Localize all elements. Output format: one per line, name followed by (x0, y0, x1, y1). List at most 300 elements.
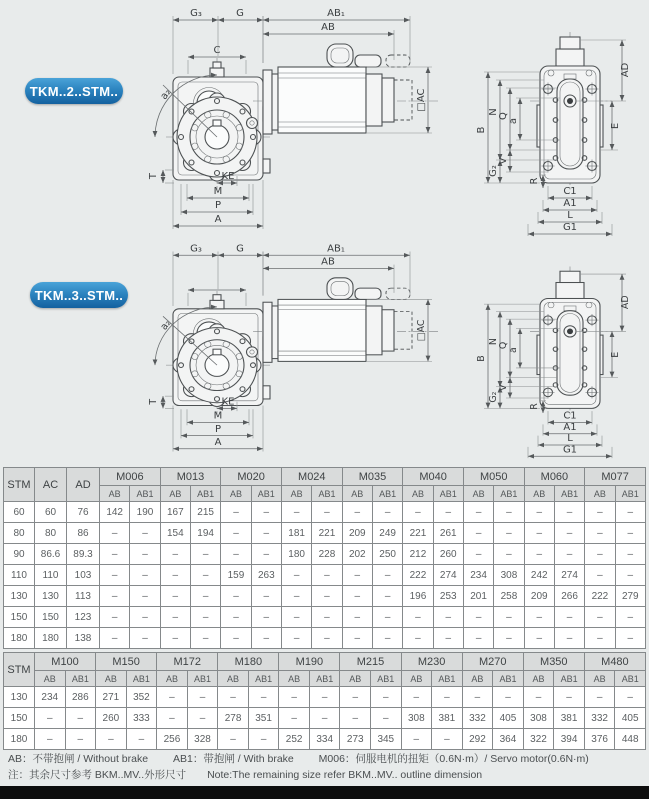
dim-cell: – (403, 502, 433, 523)
row-header: 180 (4, 628, 35, 649)
dim-cell: – (130, 607, 160, 628)
dim-cell: 194 (190, 523, 220, 544)
dim-cell: – (524, 607, 554, 628)
dim-label-g2: G₂ (488, 165, 499, 177)
motor-group-header-m480: M480 (584, 653, 645, 671)
sub-header-m024-ab: AB (281, 486, 311, 502)
dim-cell: 180 (281, 544, 311, 565)
row-header: 110 (4, 565, 35, 586)
dim-label-a-small: a (508, 117, 519, 125)
dim-cell: – (130, 544, 160, 565)
dim-label-a1: A1 (563, 198, 577, 209)
dim-cell: – (190, 565, 220, 586)
dim-label-e: E (610, 122, 621, 130)
row-header: 110 (35, 565, 67, 586)
dim-cell: – (371, 687, 402, 708)
motor-group-header-m024: M024 (281, 468, 342, 486)
footnotes (8, 751, 643, 783)
dim-cell: 286 (65, 687, 96, 708)
dim-cell: – (279, 708, 310, 729)
dim-cell: – (100, 544, 130, 565)
row-header: 130 (4, 586, 35, 607)
dim-cell: – (554, 628, 584, 649)
dim-cell: 154 (160, 523, 190, 544)
dim-cell: – (281, 502, 311, 523)
dim-label-v: V (498, 157, 509, 165)
dim-cell: 159 (221, 565, 251, 586)
sub-header-m077-ab: AB (585, 486, 615, 502)
dim-label-a: A (214, 214, 222, 225)
dim-label-q: Q (497, 341, 510, 350)
dim-cell: – (342, 628, 372, 649)
dim-cell: – (281, 628, 311, 649)
sub-header-m040-ab1: AB1 (433, 486, 463, 502)
table-row-stm-180 (4, 729, 646, 750)
dim-cell: – (401, 687, 432, 708)
dim-cell: 266 (554, 586, 584, 607)
dim-cell: – (157, 687, 188, 708)
gearbox-end-view (530, 32, 612, 190)
dim-cell: – (35, 708, 66, 729)
dim-label-ke: KE (221, 396, 235, 408)
dim-cell: 448 (615, 729, 646, 750)
dim-cell: 308 (523, 708, 554, 729)
dim-cell: – (312, 565, 342, 586)
dim-cell: – (100, 628, 130, 649)
dim-cell: 322 (523, 729, 554, 750)
dim-cell: – (130, 565, 160, 586)
dim-cell: 142 (100, 502, 130, 523)
dim-cell: 222 (585, 586, 615, 607)
sub-header-m020-ab1: AB1 (251, 486, 281, 502)
dim-cell: 263 (251, 565, 281, 586)
motor-group-header-m006: M006 (100, 468, 161, 486)
dim-cell: 292 (462, 729, 493, 750)
table-row-stm-150 (4, 607, 646, 628)
dim-cell: – (463, 628, 493, 649)
dim-cell: 328 (187, 729, 218, 750)
dim-label-b: B (475, 355, 488, 362)
dim-label-b: B (476, 126, 487, 134)
dim-label-n: N (488, 108, 499, 116)
dim-cell: – (130, 586, 160, 607)
dim-cell: – (494, 607, 524, 628)
motor-group-header-m040: M040 (403, 468, 464, 486)
dim-label-t: T (147, 398, 160, 405)
dim-cell: – (221, 628, 251, 649)
dim-label-n: N (487, 338, 500, 346)
dim-cell: – (281, 607, 311, 628)
sub-header-m172-ab1: AB1 (187, 671, 218, 687)
motor-group-header-m050: M050 (463, 468, 524, 486)
dim-cell: – (312, 502, 342, 523)
dim-label-c1: C1 (563, 186, 577, 197)
dim-cell: – (403, 628, 433, 649)
note-cn: 注：其余尺寸参考 BKM..MV..外形尺寸 (8, 769, 187, 781)
dim-cell: 234 (35, 687, 66, 708)
note-ab1: AB1：带抱闸 / With brake (172, 753, 294, 765)
table-row-stm-90 (4, 544, 646, 565)
motor-group-header-m013: M013 (160, 468, 221, 486)
dim-cell: – (187, 687, 218, 708)
footnote-line-2 (8, 767, 643, 783)
motor-group-header-m350: M350 (523, 653, 584, 671)
dim-cell: – (342, 607, 372, 628)
dim-cell: 253 (433, 586, 463, 607)
gearbox-end-view (530, 267, 612, 415)
dim-cell: – (251, 544, 281, 565)
dim-cell: – (221, 523, 251, 544)
row-header: 113 (67, 586, 100, 607)
dim-cell: 376 (584, 729, 615, 750)
dim-label-t: T (148, 172, 159, 180)
sub-header-m060-ab: AB (524, 486, 554, 502)
dim-label-ab: AB (321, 22, 335, 33)
dim-cell: 332 (584, 708, 615, 729)
dim-cell: – (100, 523, 130, 544)
sub-header-m350-ab: AB (523, 671, 554, 687)
dim-cell: – (279, 687, 310, 708)
dim-label-ac: □AC (416, 88, 427, 112)
table-row-stm-80 (4, 523, 646, 544)
col-header-stm: STM (4, 653, 35, 687)
table-row-stm-130 (4, 687, 646, 708)
sub-header-m006-ab: AB (100, 486, 130, 502)
dim-cell: – (221, 586, 251, 607)
dim-label-m: M (213, 186, 223, 197)
dim-cell: 202 (342, 544, 372, 565)
dim-cell: 405 (493, 708, 524, 729)
sub-header-m020-ab: AB (221, 486, 251, 502)
dim-cell: – (615, 687, 646, 708)
dim-label-ab: AB (321, 256, 335, 268)
dim-label-a1: A1 (563, 422, 577, 433)
servo-motor-side-view (253, 244, 438, 362)
dim-cell: – (494, 523, 524, 544)
row-header: 80 (4, 523, 35, 544)
dim-cell: – (248, 687, 279, 708)
dim-cell: – (401, 729, 432, 750)
dim-cell: 273 (340, 729, 371, 750)
dim-label-r: R (529, 177, 540, 185)
col-header-stm: STM (4, 468, 35, 502)
dim-cell: – (130, 523, 160, 544)
motor-group-header-m100: M100 (35, 653, 96, 671)
motor-group-header-m077: M077 (585, 468, 646, 486)
dim-cell: – (218, 729, 249, 750)
note-ab: AB：不带抱闸 / Without brake (8, 753, 149, 765)
sub-header-m024-ab1: AB1 (312, 486, 342, 502)
gearbox-front-view (166, 58, 270, 190)
dim-cell: – (248, 729, 279, 750)
dim-cell: – (218, 687, 249, 708)
dim-cell: 364 (493, 729, 524, 750)
row-header: 138 (67, 628, 100, 649)
dim-cell: – (494, 502, 524, 523)
dim-cell: – (463, 523, 493, 544)
sub-header-m006-ab1: AB1 (130, 486, 160, 502)
row-header: 76 (67, 502, 100, 523)
dim-cell: 209 (524, 586, 554, 607)
dim-cell: 394 (554, 729, 585, 750)
dim-label-c: C (213, 45, 221, 56)
dim-cell: – (100, 607, 130, 628)
dim-cell: 308 (494, 565, 524, 586)
dim-label-r: R (528, 403, 541, 410)
dim-cell: – (281, 565, 311, 586)
dim-cell: – (463, 544, 493, 565)
dim-cell: – (432, 687, 463, 708)
dim-cell: – (251, 502, 281, 523)
sub-header-m215-ab: AB (340, 671, 371, 687)
sub-header-m480-ab1: AB1 (615, 671, 646, 687)
dim-cell: – (126, 729, 157, 750)
dim-cell: 274 (433, 565, 463, 586)
dim-cell: 351 (248, 708, 279, 729)
dim-cell: 260 (433, 544, 463, 565)
dim-cell: 221 (403, 523, 433, 544)
sub-header-m100-ab: AB (35, 671, 66, 687)
dim-cell: 256 (157, 729, 188, 750)
col-header-ac: AC (35, 468, 67, 502)
motor-connector-small (355, 288, 381, 299)
dim-cell: – (524, 523, 554, 544)
dim-cell: 405 (615, 708, 646, 729)
dim-cell: – (585, 523, 615, 544)
dim-cell: 209 (342, 523, 372, 544)
motor-connector-small (355, 55, 381, 67)
sub-header-m060-ab1: AB1 (554, 486, 584, 502)
dim-cell: – (524, 502, 554, 523)
footer-bar (0, 786, 649, 799)
dim-cell: – (372, 565, 402, 586)
dim-cell: 381 (554, 708, 585, 729)
row-header: 180 (35, 628, 67, 649)
dimension-table-stm-m006-m077 (3, 467, 646, 649)
dim-cell: – (190, 544, 220, 565)
dimension-table-stm-m100-m480 (3, 652, 646, 750)
motor-group-header-m150: M150 (96, 653, 157, 671)
dim-cell: – (312, 628, 342, 649)
dim-cell: – (523, 687, 554, 708)
dim-cell: – (221, 607, 251, 628)
dim-label-ad: AD (619, 295, 632, 310)
dim-cell: – (494, 544, 524, 565)
dim-cell: 212 (403, 544, 433, 565)
sub-header-m150-ab1: AB1 (126, 671, 157, 687)
dim-label-g2: G₂ (487, 391, 500, 403)
sub-header-m050-ab1: AB1 (494, 486, 524, 502)
dim-label-c1: C1 (563, 410, 577, 422)
col-header-ad: AD (67, 468, 100, 502)
dim-cell: – (585, 628, 615, 649)
dim-cell: – (615, 565, 645, 586)
dim-cell: – (524, 628, 554, 649)
dim-cell: 181 (281, 523, 311, 544)
dim-cell: 271 (96, 687, 127, 708)
dim-cell: – (221, 544, 251, 565)
dim-label-g1: G1 (562, 222, 578, 233)
dim-cell: – (342, 586, 372, 607)
dim-cell: – (190, 586, 220, 607)
dim-cell: – (585, 544, 615, 565)
dim-cell: – (433, 628, 463, 649)
table-row-stm-180 (4, 628, 646, 649)
dim-label-l: L (567, 433, 573, 445)
row-header: 80 (35, 523, 67, 544)
dim-cell: 334 (309, 729, 340, 750)
dim-cell: 250 (372, 544, 402, 565)
dim-cell: – (65, 708, 96, 729)
dim-label-ke: KE (221, 171, 235, 182)
dim-cell: – (554, 607, 584, 628)
row-header: 130 (4, 687, 35, 708)
dim-cell: 332 (462, 708, 493, 729)
dim-cell: – (251, 523, 281, 544)
dim-cell: – (309, 687, 340, 708)
dim-cell: – (190, 628, 220, 649)
dim-cell: – (554, 502, 584, 523)
dim-cell: 345 (371, 729, 402, 750)
footnote-line-1 (8, 751, 643, 767)
dim-cell: 196 (403, 586, 433, 607)
dim-cell: – (372, 502, 402, 523)
motor-group-header-m035: M035 (342, 468, 403, 486)
dim-cell: – (160, 628, 190, 649)
sub-header-m150-ab: AB (96, 671, 127, 687)
sub-header-m180-ab1: AB1 (248, 671, 279, 687)
row-header: 60 (4, 502, 35, 523)
dim-cell: – (433, 502, 463, 523)
technical-drawing-tkm2 (0, 8, 649, 238)
dim-cell: 215 (190, 502, 220, 523)
dim-label-ad: AD (620, 62, 631, 78)
sub-header-m215-ab1: AB1 (371, 671, 402, 687)
dim-cell: – (554, 687, 585, 708)
dim-label-p: P (214, 424, 222, 435)
sub-header-m190-ab: AB (279, 671, 310, 687)
dim-cell: – (372, 607, 402, 628)
dim-cell: – (221, 502, 251, 523)
dim-cell: – (371, 708, 402, 729)
note-m006: M006：伺服电机的扭矩（0.6N·m）/ Servo motor(0.6N·m) (318, 753, 589, 765)
dim-cell: – (372, 586, 402, 607)
motor-group-header-m060: M060 (524, 468, 585, 486)
sub-header-m270-ab1: AB1 (493, 671, 524, 687)
dim-cell: – (554, 523, 584, 544)
dim-cell: – (157, 708, 188, 729)
dim-cell: 242 (524, 565, 554, 586)
dim-cell: – (190, 607, 220, 628)
dim-cell: – (65, 729, 96, 750)
motor-group-header-m180: M180 (218, 653, 279, 671)
dim-label-v: V (497, 384, 510, 391)
dim-cell: 201 (463, 586, 493, 607)
dim-cell: – (433, 607, 463, 628)
dim-label-ab1: AB₁ (327, 244, 345, 255)
motor-group-header-m270: M270 (462, 653, 523, 671)
sub-header-m172-ab: AB (157, 671, 188, 687)
table-row-stm-130 (4, 586, 646, 607)
dim-cell: – (463, 502, 493, 523)
dim-cell: 252 (279, 729, 310, 750)
servo-motor-side-view (253, 8, 438, 134)
dim-cell: – (372, 628, 402, 649)
sub-header-m013-ab1: AB1 (190, 486, 220, 502)
dim-label-a: A (214, 437, 222, 448)
dim-cell: – (160, 607, 190, 628)
dim-cell: – (340, 687, 371, 708)
dim-cell: 308 (401, 708, 432, 729)
row-header: 60 (35, 502, 67, 523)
sub-header-m100-ab1: AB1 (65, 671, 96, 687)
dim-label-g: G (236, 8, 244, 19)
row-header: 150 (4, 607, 35, 628)
technical-drawing-tkm3 (0, 244, 649, 460)
motor-group-header-m172: M172 (157, 653, 218, 671)
sub-header-m270-ab: AB (462, 671, 493, 687)
dim-label-l: L (567, 210, 573, 221)
sub-header-m050-ab: AB (463, 486, 493, 502)
dim-cell: – (342, 565, 372, 586)
dim-cell: 222 (403, 565, 433, 586)
table-row-stm-110 (4, 565, 646, 586)
dim-cell: – (615, 502, 645, 523)
dim-cell: 234 (463, 565, 493, 586)
dim-label-ab1: AB₁ (327, 8, 345, 19)
motor-group-header-m230: M230 (401, 653, 462, 671)
sub-header-m190-ab1: AB1 (309, 671, 340, 687)
sub-header-m040-ab: AB (403, 486, 433, 502)
dim-cell: – (432, 729, 463, 750)
dim-cell: – (251, 586, 281, 607)
dim-label-g1: G1 (562, 444, 578, 456)
dim-cell: 190 (130, 502, 160, 523)
dim-cell: 167 (160, 502, 190, 523)
dim-cell: 274 (554, 565, 584, 586)
sub-header-m180-ab: AB (218, 671, 249, 687)
dim-cell: – (554, 544, 584, 565)
row-header: 150 (35, 607, 67, 628)
dim-cell: – (342, 502, 372, 523)
dim-cell: – (312, 607, 342, 628)
dim-cell: – (585, 502, 615, 523)
dim-cell: – (615, 523, 645, 544)
dim-cell: – (160, 586, 190, 607)
sub-header-m013-ab: AB (160, 486, 190, 502)
dim-cell: – (312, 586, 342, 607)
dim-label-g: G (236, 244, 244, 255)
dim-cell: – (251, 607, 281, 628)
model-badge-tkm3: TKM..3..STM.. (30, 282, 128, 308)
dim-cell: – (403, 607, 433, 628)
sub-header-m077-ab1: AB1 (615, 486, 645, 502)
dim-label-a2: a₂ (158, 318, 174, 333)
sub-header-m230-ab: AB (401, 671, 432, 687)
table-row-stm-60 (4, 502, 646, 523)
sub-header-m035-ab1: AB1 (372, 486, 402, 502)
row-header: 103 (67, 565, 100, 586)
dim-label-ac: □AC (415, 319, 428, 342)
dim-cell: – (584, 687, 615, 708)
dim-cell: – (615, 628, 645, 649)
dim-label-g3: G₃ (190, 244, 202, 255)
dim-cell: – (309, 708, 340, 729)
dim-cell: 228 (312, 544, 342, 565)
dim-cell: – (524, 544, 554, 565)
model-badge-tkm2: TKM..2..STM.. (25, 78, 123, 104)
sub-header-m350-ab1: AB1 (554, 671, 585, 687)
